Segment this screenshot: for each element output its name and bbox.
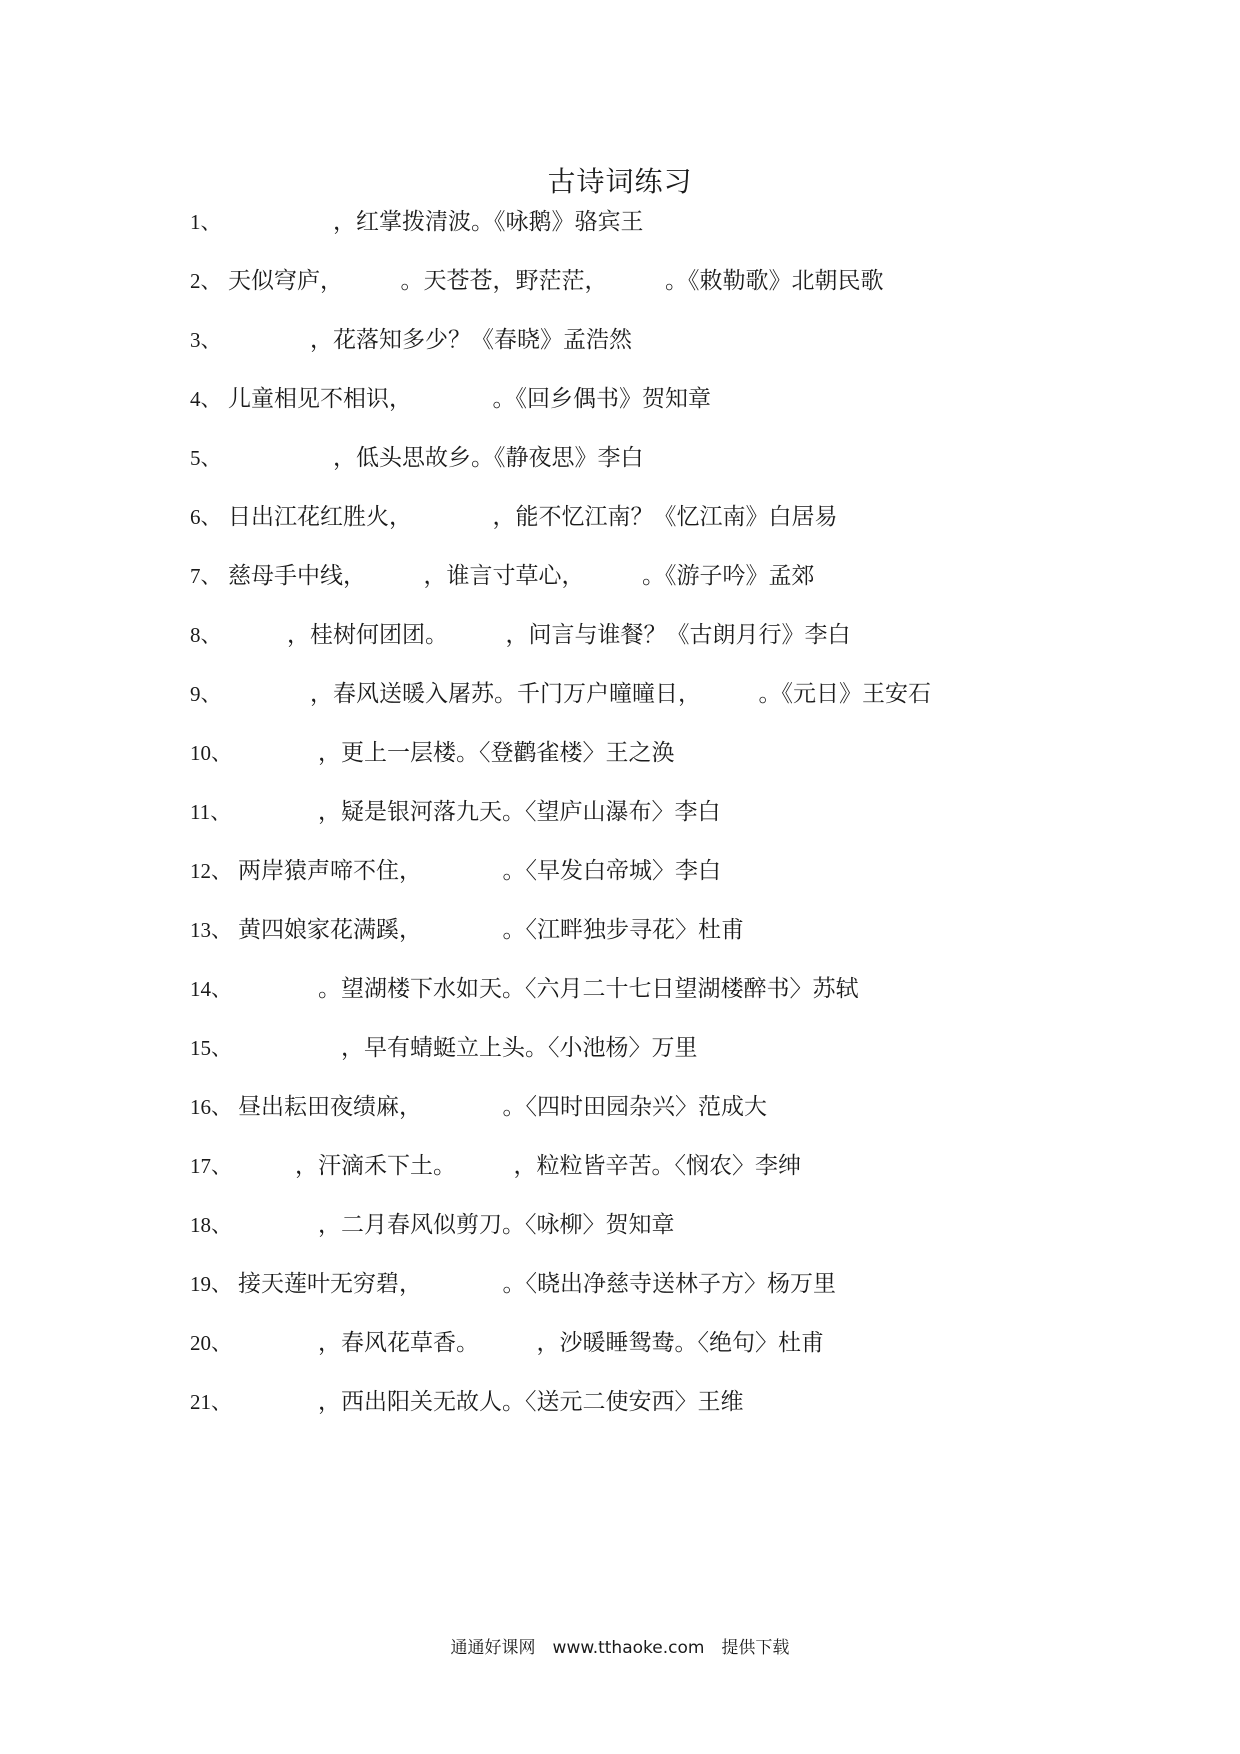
question-number: 5、 — [190, 446, 222, 470]
question-number: 21、 — [190, 1390, 232, 1414]
question-text: 儿童相见不相识， 。《回乡偶书》贺知章 — [228, 386, 711, 412]
question-item — [0, 910, 1240, 950]
question-item — [0, 615, 1240, 655]
question-number: 20、 — [190, 1331, 232, 1355]
question-text: ，桂树何团团。 ，问言与谁餐？《古朗月行》李白 — [218, 622, 851, 648]
question-number: 4、 — [190, 387, 222, 411]
question-text: 天似穹庐， 。天苍苍，野茫茫， 。《敕勒歌》北朝民歌 — [228, 268, 884, 294]
question-item — [0, 1028, 1240, 1068]
question-number: 16、 — [190, 1095, 232, 1119]
question-item — [0, 1205, 1240, 1245]
question-item — [0, 261, 1240, 301]
question-number: 6、 — [190, 505, 222, 529]
question-number: 11、 — [190, 800, 232, 824]
question-text: 接天莲叶无穷碧， 。〈晓出净慈寺送林子方〉杨万里 — [238, 1271, 836, 1297]
question-item — [0, 379, 1240, 419]
question-text: ，红掌拨清波。《咏鹅》骆宾王 — [218, 209, 644, 235]
question-text: ，早有蜻蜓立上头。〈小池杨〉万里 — [226, 1035, 698, 1061]
question-text: ，春风送暖入屠苏。千门万户曈曈日， 。《元日》王安石 — [218, 681, 931, 707]
question-number: 2、 — [190, 269, 222, 293]
question-text: ，花落知多少？《春晓》孟浩然 — [218, 327, 632, 353]
question-item — [0, 1264, 1240, 1304]
question-text: ，低头思故乡。《静夜思》李白 — [218, 445, 644, 471]
question-text: ，西出阳关无故人。〈送元二使安西〉王维 — [226, 1389, 744, 1415]
question-item — [0, 320, 1240, 360]
question-item — [0, 556, 1240, 596]
question-number: 3、 — [190, 328, 222, 352]
question-text: ，汗滴禾下土。 ，粒粒皆辛苦。〈悯农〉李绅 — [226, 1153, 801, 1179]
question-number: 10、 — [190, 741, 232, 765]
question-item — [0, 1323, 1240, 1363]
question-text: 日出江花红胜火， ，能不忆江南？《忆江南》白居易 — [228, 504, 838, 530]
question-number: 1、 — [190, 210, 222, 234]
question-item — [0, 733, 1240, 773]
question-item — [0, 497, 1240, 537]
question-text: ，二月春风似剪刀。〈咏柳〉贺知章 — [226, 1212, 675, 1238]
question-number: 8、 — [190, 623, 222, 647]
question-item — [0, 1146, 1240, 1186]
question-text: ，春风花草香。 ，沙暖睡鸳鸯。〈绝句〉杜甫 — [226, 1330, 824, 1356]
question-number: 17、 — [190, 1154, 232, 1178]
question-text: 昼出耘田夜绩麻， 。〈四时田园杂兴〉范成大 — [238, 1094, 767, 1120]
page-footer: 通通好课网 www.tthaoke.com 提供下载 — [450, 1638, 790, 1658]
question-item — [0, 438, 1240, 478]
question-text: 慈母手中线， ，谁言寸草心， 。《游子吟》孟郊 — [228, 563, 815, 589]
question-text: ，更上一层楼。〈登鹳雀楼〉王之涣 — [226, 740, 675, 766]
question-number: 7、 — [190, 564, 222, 588]
question-number: 18、 — [190, 1213, 232, 1237]
question-item — [0, 674, 1240, 714]
question-item — [0, 202, 1240, 242]
question-text: 两岸猿声啼不住， 。〈早发白帝城〉李白 — [238, 858, 721, 884]
question-item — [0, 1087, 1240, 1127]
page-title: 古诗词练习 — [547, 165, 693, 198]
question-number: 14、 — [190, 977, 232, 1001]
question-number: 15、 — [190, 1036, 232, 1060]
question-text: 。望湖楼下水如天。〈六月二十七日望湖楼醉书〉苏轼 — [226, 976, 859, 1002]
question-number: 19、 — [190, 1272, 232, 1296]
question-number: 9、 — [190, 682, 222, 706]
question-item — [0, 969, 1240, 1009]
question-number: 12、 — [190, 859, 232, 883]
question-item — [0, 851, 1240, 891]
question-text: 黄四娘家花满蹊， 。〈江畔独步寻花〉杜甫 — [238, 917, 744, 943]
question-number: 13、 — [190, 918, 232, 942]
question-text: ，疑是银河落九天。〈望庐山瀑布〉李白 — [226, 799, 721, 825]
question-item — [0, 792, 1240, 832]
question-item — [0, 1382, 1240, 1422]
